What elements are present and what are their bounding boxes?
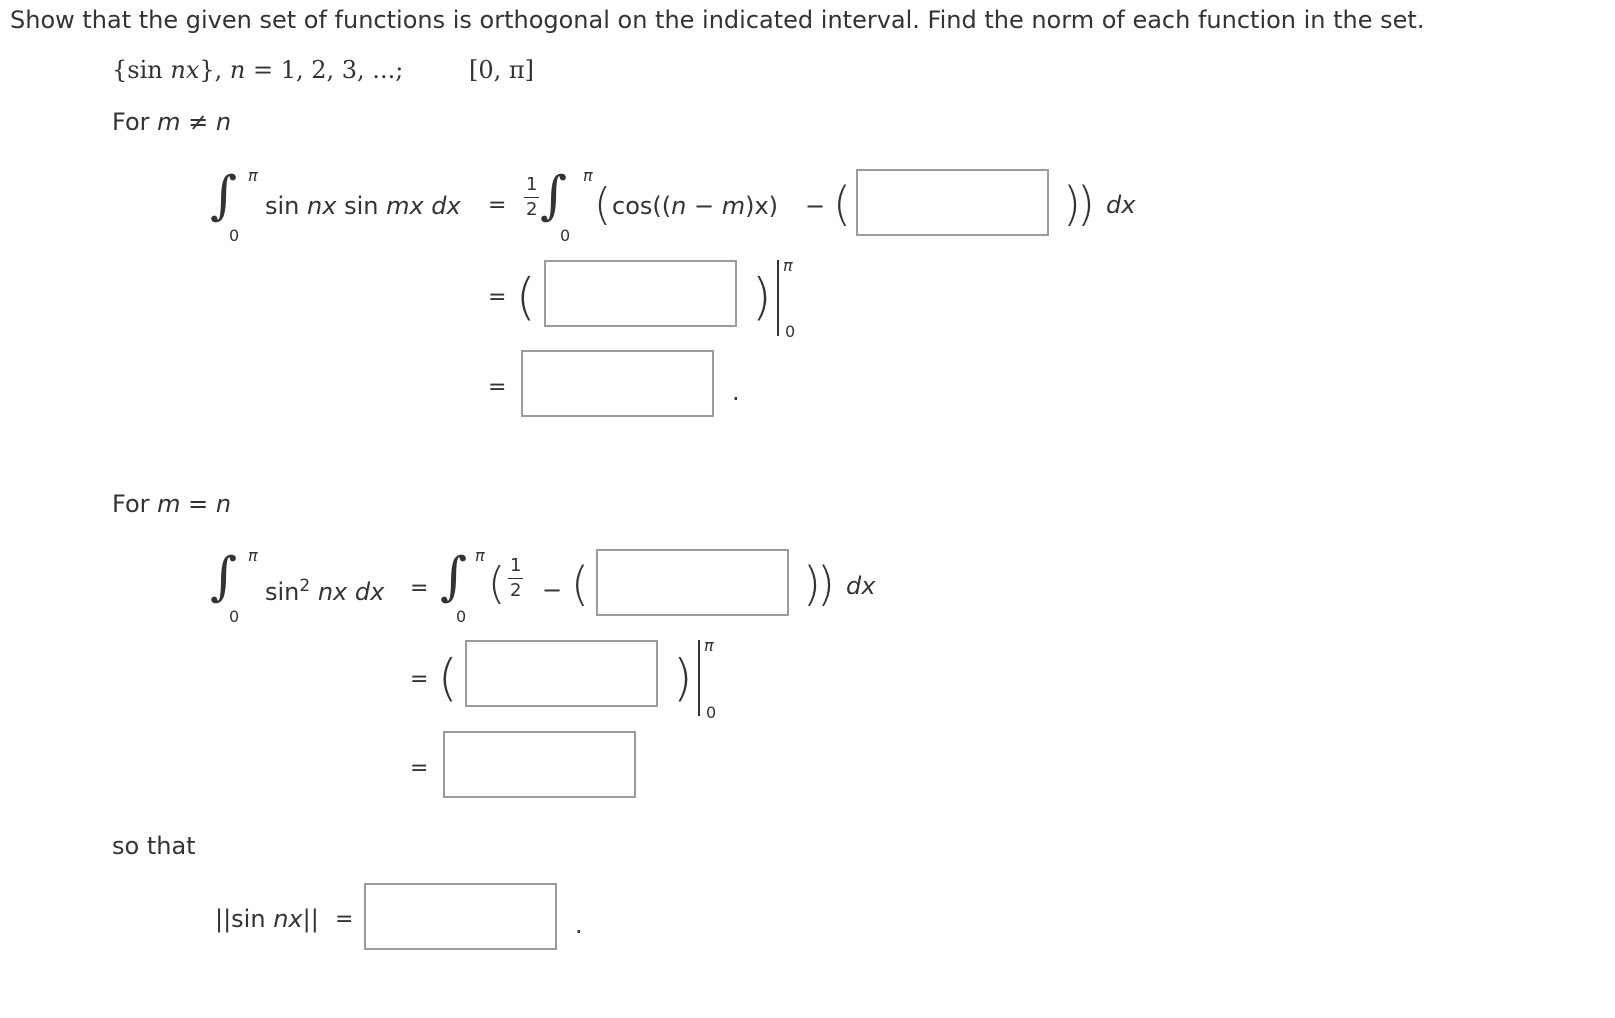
case1-cos-expression [612,194,778,218]
case2-equals-2: = [410,667,429,692]
open-paren: ( [571,557,589,611]
case2-half-num: 1 [510,555,522,576]
problem-statement: Show that the given set of functions is orthogonal on the indicated interval. Find the norm of each function in the set. [10,6,1425,34]
case2-minus: − [542,576,563,604]
case1-cos: cos(( [612,192,672,220]
open-paren: ( [833,177,851,231]
case2-antiderivative-input[interactable] [465,640,658,707]
case1-equals-2: = [488,285,507,310]
case2-eq: = [180,490,216,518]
case2-n: n [215,490,232,518]
close-paren: ) [817,557,835,611]
case2-integral-lower: 0 [229,607,240,626]
so-that-label: so that [112,832,196,860]
case1-label [112,110,231,134]
case1-integrand-answer-input[interactable] [856,169,1049,236]
set-n-values: = 1, 2, 3, ...; [245,56,404,84]
case1-eval-lower: 0 [785,322,796,341]
case1-minus: − [805,192,826,220]
evaluation-bar [698,640,700,716]
case2-eval-upper: π [704,636,714,655]
norm-bars-left: || [215,905,232,933]
case1-cos-x: )x) [745,192,779,220]
case2-eval-lower: 0 [706,703,717,722]
open-paren: ( [594,179,612,230]
close-paren: ) [1063,177,1081,231]
close-paren: ) [1077,177,1095,231]
close-paren: ) [673,649,693,707]
case1-result-input[interactable] [521,350,714,417]
case1-integral-sign: ∫ [210,166,238,226]
norm-result-input[interactable] [364,883,557,950]
open-paren: ( [438,649,458,707]
case1-for: For [112,108,158,136]
case2-half-den: 2 [510,580,522,601]
case2-rhs-upper: π [475,546,485,565]
norm-period: . [575,911,583,939]
case1-integrand [265,194,461,218]
case2-equals-3: = [410,756,429,781]
case1-rhs-upper: π [583,166,593,185]
norm-expression [215,907,319,931]
case2-label [112,492,231,516]
close-paren: ) [803,557,821,611]
case2-integral-upper: π [248,546,258,565]
case2-equals: = [410,576,429,601]
case2-half-fraction [508,557,523,600]
evaluation-bar [777,260,779,336]
case1-rhs-integral-sign: ∫ [540,166,568,226]
case1-integral-lower: 0 [229,226,240,245]
norm-equals: = [335,907,354,932]
case2-for: For [112,490,158,518]
case1-sin2: sin [336,192,387,220]
case1-equals: = [488,193,507,218]
interval: [0, π] [469,56,535,84]
case1-period: . [732,378,740,406]
case1-cos-minus: − [686,192,722,220]
case2-integral-sign: ∫ [210,547,238,607]
set-n: n [229,56,246,84]
case2-dx-lhs: dx [347,578,385,606]
case1-half-num: 1 [526,174,538,195]
case2-nx: nx [310,578,348,606]
case1-m: m [157,108,181,136]
case1-equals-3: = [488,375,507,400]
set-var: nx [170,56,200,84]
open-paren: ( [516,268,536,326]
case1-nx: nx [307,192,337,220]
case1-n: n [215,108,232,136]
set-close: }, [199,56,230,84]
case1-eval-upper: π [783,256,793,275]
case2-integrand-answer-input[interactable] [596,549,789,616]
case1-half-den: 2 [526,199,538,220]
case2-rhs-lower: 0 [456,607,467,626]
case1-dx: dx [1106,191,1136,219]
case2-square: 2 [299,576,311,596]
case1-rhs-lower: 0 [560,226,571,245]
case1-cos-n: n [671,192,687,220]
case2-m: m [157,490,181,518]
case1-antiderivative-input[interactable] [544,260,737,327]
case2-sin: sin [265,578,300,606]
norm-bars-right: || [302,905,319,933]
close-paren: ) [752,268,772,326]
case1-neq: ≠ [180,108,216,136]
case1-cos-m: m [721,192,746,220]
set-open: {sin [112,56,171,84]
case2-dx: dx [846,572,876,600]
norm-nx: nx [273,905,303,933]
case1-integral-upper: π [248,166,258,185]
case1-sin1: sin [265,192,308,220]
function-set [112,58,403,82]
case1-half-fraction [524,176,539,219]
case2-rhs-integral-sign: ∫ [440,547,468,607]
case1-dx-lhs: dx [423,192,461,220]
case2-integrand [265,578,384,604]
case2-result-input[interactable] [443,731,636,798]
case1-mx: mx [386,192,424,220]
norm-sin: sin [231,905,274,933]
open-paren: ( [488,558,506,609]
